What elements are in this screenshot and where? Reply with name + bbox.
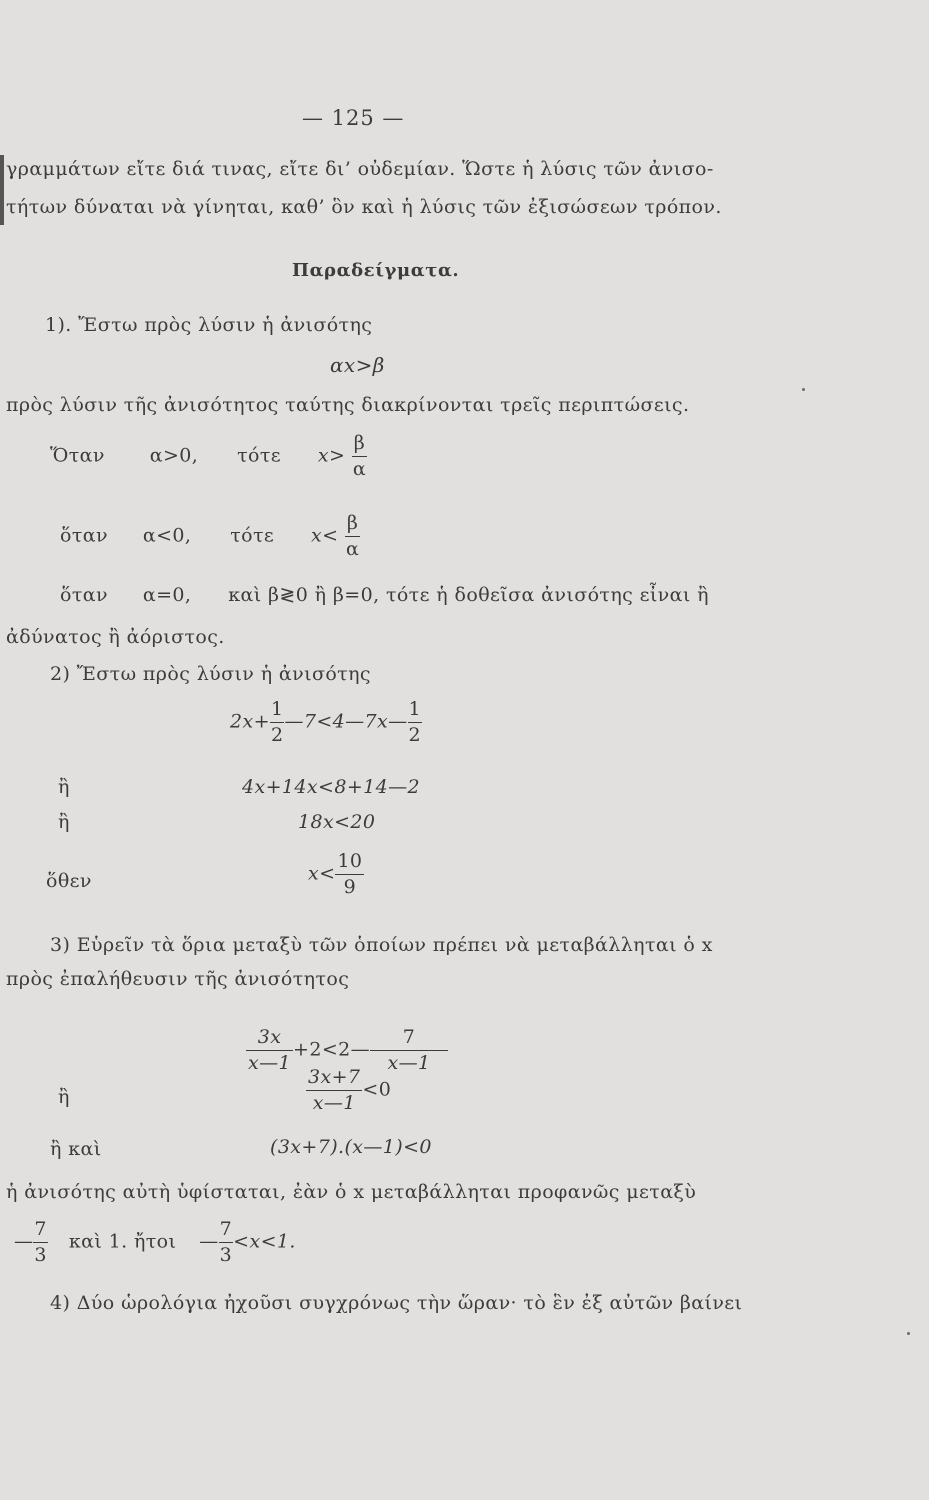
eq-part: — <box>199 1230 219 1253</box>
eq-part: <x<1. <box>233 1230 296 1253</box>
fraction-numerator: 7 <box>370 1028 448 1051</box>
fraction-numerator: β <box>345 514 360 537</box>
eq-fraction <box>370 1028 448 1073</box>
eq-part: καὶ 1. ἤτοι <box>68 1230 177 1253</box>
ex1-case3 <box>60 586 709 605</box>
fraction-numerator: 10 <box>335 852 364 875</box>
eq-part: +2<2— <box>293 1038 371 1061</box>
eq-fraction <box>408 700 423 745</box>
case-word: ὅταν <box>60 584 108 606</box>
ex2-eq3: 18x<20 <box>298 811 376 833</box>
case-lhs: x> <box>317 444 346 467</box>
fraction-denominator: x—1 <box>387 1052 431 1074</box>
paper-speck <box>907 1332 910 1335</box>
ex3-text: ἡ ἀνισότης αὐτὴ ὑφίσταται, ἐὰν ὁ x μεταβάλληται προφανῶς μεταξὺ <box>6 1181 697 1203</box>
fraction-denominator: 3 <box>34 1244 47 1266</box>
ex3-heading-2: πρὸς ἐπαλήθευσιν τῆς ἀνισότητος <box>6 968 350 990</box>
case-fraction <box>352 434 367 479</box>
ex2-eq3-label: ἢ <box>58 811 70 833</box>
intro-line-2: τήτων δύναται νὰ γίνηται, καθ’ ὃν καὶ ἡ λύσις τῶν ἐξισώσεων τρόπον. <box>6 196 722 218</box>
case-condition: α=0, <box>142 584 192 606</box>
case-rest: καὶ β≷0 ἢ β=0, τότε ἡ δοθεῖσα ἀνισότης εἶναι ἢ <box>228 584 709 606</box>
fraction-numerator: 3x <box>246 1028 293 1051</box>
fraction-numerator: 7 <box>219 1220 234 1243</box>
case-lhs: x< <box>311 524 339 547</box>
eq-fraction <box>335 852 364 897</box>
eq-fraction <box>33 1220 48 1265</box>
case-word: Ὅταν <box>50 444 105 467</box>
case-then: τότε <box>230 524 275 547</box>
fraction-numerator: 3x+7 <box>306 1068 362 1091</box>
eq-part: —7<4—7x— <box>284 710 408 733</box>
eq-part: <0 <box>362 1078 392 1101</box>
eq-part: x< <box>308 862 336 885</box>
fraction-denominator: x—1 <box>248 1052 292 1074</box>
ex3-eq2-label: ἢ <box>58 1086 70 1108</box>
fraction-numerator: β <box>352 434 367 457</box>
fraction-denominator: 9 <box>343 876 357 898</box>
ex1-formula: αx>β <box>330 353 385 377</box>
eq-part: 2x+ <box>230 710 270 733</box>
eq-fraction <box>270 700 285 745</box>
intro-line-1: γραμμάτων εἴτε διά τινας, εἴτε δι’ οὐδεμίαν. Ὥστε ἡ λύσις τῶν ἀνισο- <box>6 158 714 180</box>
ex3-eq3-label: ἢ καὶ <box>50 1138 102 1160</box>
fraction-denominator: α <box>345 538 360 560</box>
ex3-eq3: (3x+7).(x—1)<0 <box>270 1136 432 1158</box>
page-number: — 125 — <box>302 106 405 130</box>
fraction-denominator: x—1 <box>312 1092 356 1114</box>
ex2-eq4 <box>308 852 364 897</box>
fraction-numerator: 1 <box>408 700 423 723</box>
eq-fraction <box>219 1220 234 1265</box>
ex1-case2 <box>60 514 360 559</box>
eq-fraction <box>306 1068 362 1113</box>
case-condition: α>0, <box>149 444 199 467</box>
case-word: ὅταν <box>60 524 108 547</box>
ex1-case3-cont: ἀδύνατος ἢ ἀόριστος. <box>6 626 225 648</box>
fraction-numerator: 7 <box>33 1220 48 1243</box>
case-then: τότε <box>237 444 282 467</box>
case-fraction <box>345 514 360 559</box>
paper-speck <box>802 388 805 391</box>
eq-part: — <box>14 1230 34 1253</box>
ex1-text: πρὸς λύσιν τῆς ἀνισότητος ταύτης διακρίνονται τρεῖς περιπτώσεις. <box>6 394 690 416</box>
ex2-heading: 2) Ἔστω πρὸς λύσιν ἡ ἀνισότης <box>50 663 371 685</box>
section-title: Παραδείγματα. <box>292 260 460 281</box>
fraction-denominator: 3 <box>219 1244 233 1266</box>
fraction-denominator: 2 <box>270 724 284 746</box>
ex2-eq2: 4x+14x<8+14—2 <box>242 776 421 798</box>
ex1-heading: 1). Ἔστω πρὸς λύσιν ἡ ἀνισότης <box>45 314 373 336</box>
case-condition: α<0, <box>142 524 192 547</box>
ex1-case1 <box>50 434 367 479</box>
ex2-eq2-label: ἢ <box>58 776 70 798</box>
ex2-eq4-label: ὅθεν <box>46 870 92 892</box>
eq-fraction <box>246 1028 293 1073</box>
binding-shadow <box>0 155 4 225</box>
ex3-range <box>14 1220 296 1265</box>
fraction-numerator: 1 <box>270 700 285 723</box>
fraction-denominator: α <box>352 458 367 480</box>
fraction-denominator: 2 <box>408 724 422 746</box>
ex4-text: 4) Δύο ὡρολόγια ἠχοῦσι συγχρόνως τὴν ὥραν· τὸ ἓν ἐξ αὐτῶν βαίνει <box>50 1292 743 1314</box>
ex3-eq2 <box>306 1068 391 1113</box>
ex3-heading: 3) Εὑρεῖν τὰ ὅρια μεταξὺ τῶν ὁποίων πρέπει νὰ μεταβάλληται ὁ x <box>50 934 713 956</box>
ex2-eq1 <box>230 700 422 745</box>
